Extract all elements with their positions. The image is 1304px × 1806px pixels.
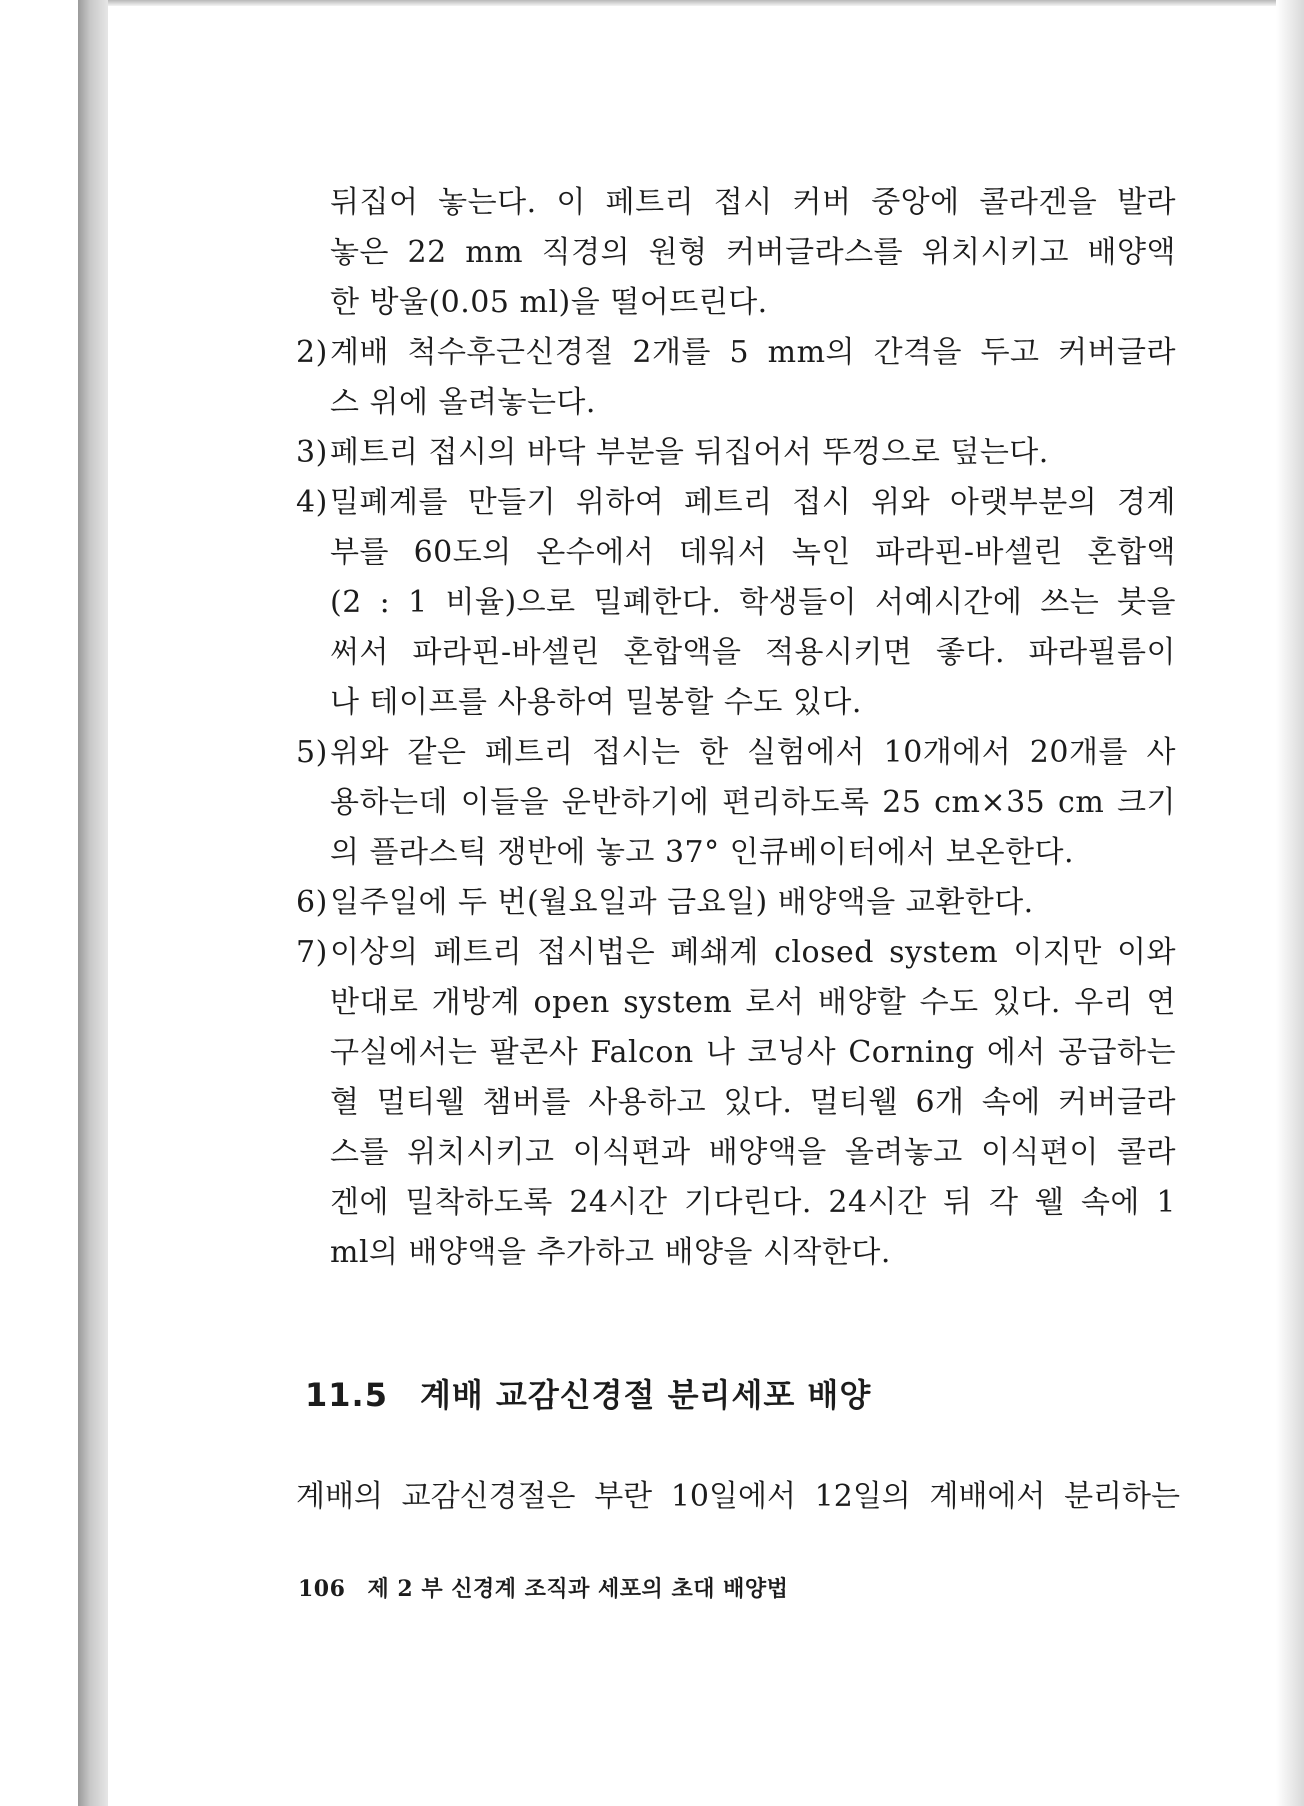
section-title-text: 계배 교감신경절 분리세포 배양	[419, 1376, 872, 1414]
list-item-line: 부를 60도의 온수에서 데워서 녹인 파라핀-바셀린 혼합액	[330, 535, 1176, 570]
list-item-line: 혈 멀티웰 챔버를 사용하고 있다. 멀티웰 6개 속에 커버글라	[330, 1085, 1176, 1120]
list-number: 4)	[296, 485, 328, 520]
list-number: 3)	[296, 435, 328, 470]
list-item-7	[296, 928, 1176, 978]
list-item-text: 일주일에 두 번(월요일과 금요일) 배양액을 교환한다.	[330, 885, 1034, 920]
paragraph-line: 놓은 22 mm 직경의 원형 커버글라스를 위치시키고 배양액	[330, 235, 1176, 270]
paragraph-line: 뒤집어 놓는다. 이 페트리 접시 커버 중앙에 콜라겐을 발라	[330, 185, 1176, 220]
body-text	[296, 178, 1176, 1278]
list-item-line: 나 테이프를 사용하여 밀봉할 수도 있다.	[330, 685, 862, 720]
list-item-line: ml의 배양액을 추가하고 배양을 시작한다.	[330, 1235, 891, 1270]
page-footer	[298, 1572, 788, 1603]
list-item-6	[296, 878, 1176, 928]
running-footer-text: 제 2 부 신경계 조직과 세포의 초대 배양법	[367, 1576, 789, 1602]
list-item-4	[296, 478, 1176, 528]
list-item-line: 의 플라스틱 쟁반에 놓고 37° 인큐베이터에서 보온한다.	[330, 835, 1075, 870]
list-item-line: 용하는데 이들을 운반하기에 편리하도록 25 cm×35 cm 크기	[330, 785, 1176, 820]
list-item-text: 페트리 접시의 바닥 부분을 뒤집어서 뚜껑으로 덮는다.	[330, 435, 1049, 470]
list-item-3	[296, 428, 1176, 478]
paragraph-line: 한 방울(0.05 ml)을 떨어뜨린다.	[330, 285, 768, 320]
list-item-line: 반대로 개방계 open system 로서 배양할 수도 있다. 우리 연	[330, 985, 1176, 1020]
section-heading	[305, 1370, 871, 1416]
list-item-line: 써서 파라핀-바셀린 혼합액을 적용시키면 좋다. 파라필름이	[330, 635, 1176, 670]
list-item-line: (2 : 1 비율)으로 밀폐한다. 학생들이 서예시간에 쓰는 붓을	[330, 585, 1176, 620]
list-item-line: 스를 위치시키고 이식편과 배양액을 올려놓고 이식편이 콜라	[330, 1135, 1176, 1170]
page-number: 106	[298, 1576, 346, 1602]
list-number: 7)	[296, 935, 328, 970]
list-item-line: 구실에서는 팔콘사 Falcon 나 코닝사 Corning 에서 공급하는	[330, 1035, 1176, 1070]
list-item-line: 스 위에 올려놓는다.	[330, 385, 596, 420]
list-number: 5)	[296, 735, 328, 770]
page-edge-right	[1276, 0, 1304, 1806]
list-item-text: 위와 같은 페트리 접시는 한 실험에서 10개에서 20개를 사	[330, 735, 1176, 770]
section-number: 11.5	[305, 1376, 388, 1414]
list-item-text: 밀폐계를 만들기 위하여 페트리 접시 위와 아랫부분의 경계	[330, 485, 1176, 520]
list-number: 6)	[296, 885, 328, 920]
section-body-text: 계배의 교감신경절은 부란 10일에서 12일의 계배에서 분리하는	[296, 1479, 1180, 1514]
list-item-2	[296, 328, 1176, 378]
list-item-text: 계배 척수후근신경절 2개를 5 mm의 간격을 두고 커버글라	[330, 335, 1176, 370]
list-item-text: 이상의 페트리 접시법은 폐쇄계 closed system 이지만 이와	[330, 935, 1176, 970]
page-edge-left	[78, 0, 108, 1806]
list-item-5	[296, 728, 1176, 778]
list-item-line: 겐에 밀착하도록 24시간 기다린다. 24시간 뒤 각 웰 속에 1	[330, 1185, 1176, 1220]
list-number: 2)	[296, 335, 328, 370]
